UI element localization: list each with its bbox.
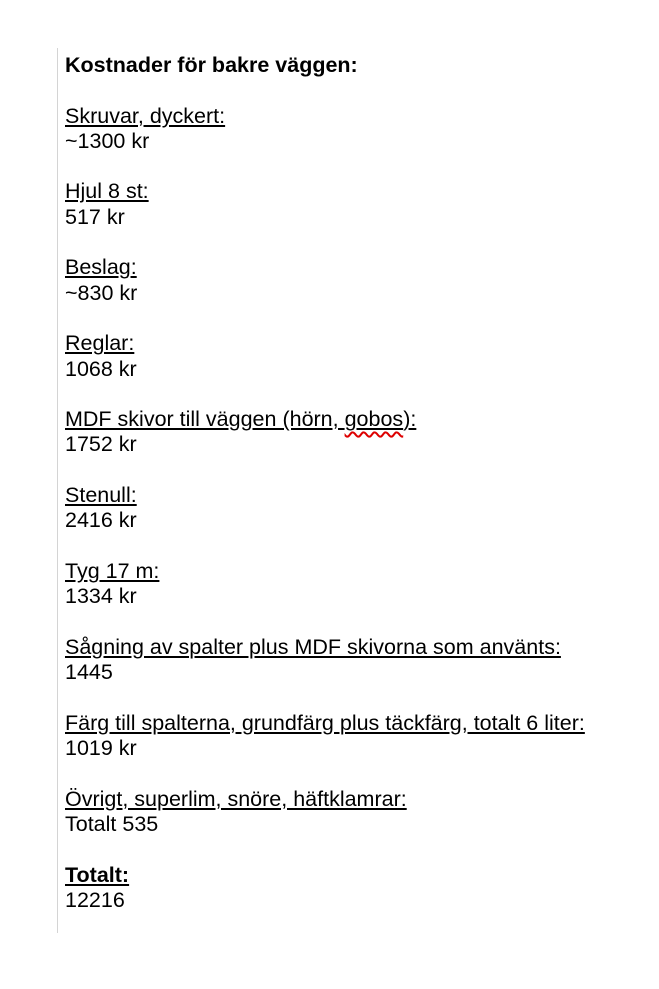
cost-item-label-pre: Beslag: (65, 255, 137, 280)
cost-item (65, 635, 649, 686)
cost-item-label (65, 331, 649, 356)
cost-item-label-pre: Sågning av spalter plus MDF skivorna som använts: (65, 634, 561, 659)
cost-item-label (65, 179, 649, 204)
cost-item-value: 1019 kr (65, 736, 137, 761)
cost-item-value: Totalt 535 (65, 811, 159, 836)
cost-item-label (65, 407, 649, 432)
cost-item (65, 255, 649, 306)
total-value: 12216 (65, 887, 125, 912)
left-margin-rule (57, 48, 58, 933)
cost-item-label (65, 104, 649, 129)
cost-item-label (65, 711, 649, 736)
cost-item (65, 483, 649, 534)
total-label: Totalt: (65, 862, 130, 887)
document-content (65, 53, 649, 913)
cost-item (65, 179, 649, 230)
cost-item-label (65, 635, 649, 660)
cost-item-label-pre: Färg till spalterna, grundfärg plus täckfärg, totalt 6 liter: (65, 710, 585, 735)
cost-item-label-pre: MDF skivor till väggen (hörn, (65, 407, 345, 432)
cost-item-label (65, 483, 649, 508)
cost-item-label-pre: Skruvar, dyckert: (65, 103, 226, 128)
cost-item-label-pre: Övrigt, superlim, snöre, häftklamrar: (65, 786, 407, 811)
cost-item-value: 1068 kr (65, 356, 137, 381)
cost-item (65, 104, 649, 155)
cost-item (65, 787, 649, 838)
cost-item-label-pre: Reglar: (65, 331, 135, 356)
cost-item-label-post: ): (403, 407, 417, 432)
cost-item (65, 331, 649, 382)
cost-item-value: ~1300 kr (65, 128, 150, 153)
cost-item-value: 1334 kr (65, 584, 137, 609)
misspelled-word: gobos (344, 407, 404, 432)
cost-item-label (65, 559, 649, 584)
cost-item-value: 2416 kr (65, 508, 137, 533)
cost-item (65, 559, 649, 610)
cost-item-label-pre: Stenull: (65, 483, 137, 508)
cost-item-label-pre: Hjul 8 st: (65, 179, 149, 204)
cost-item-value: 517 kr (65, 204, 125, 229)
cost-item (65, 711, 649, 762)
cost-item (65, 407, 649, 458)
cost-item-value: ~830 kr (65, 280, 138, 305)
cost-item-label-pre: Tyg 17 m: (65, 558, 160, 583)
cost-item-value: 1752 kr (65, 432, 137, 457)
cost-item-label (65, 255, 649, 280)
cost-items-list (65, 104, 649, 838)
page-title: Kostnader för bakre väggen: (65, 53, 358, 77)
cost-item-value: 1445 (65, 660, 113, 685)
cost-item-label (65, 787, 649, 812)
